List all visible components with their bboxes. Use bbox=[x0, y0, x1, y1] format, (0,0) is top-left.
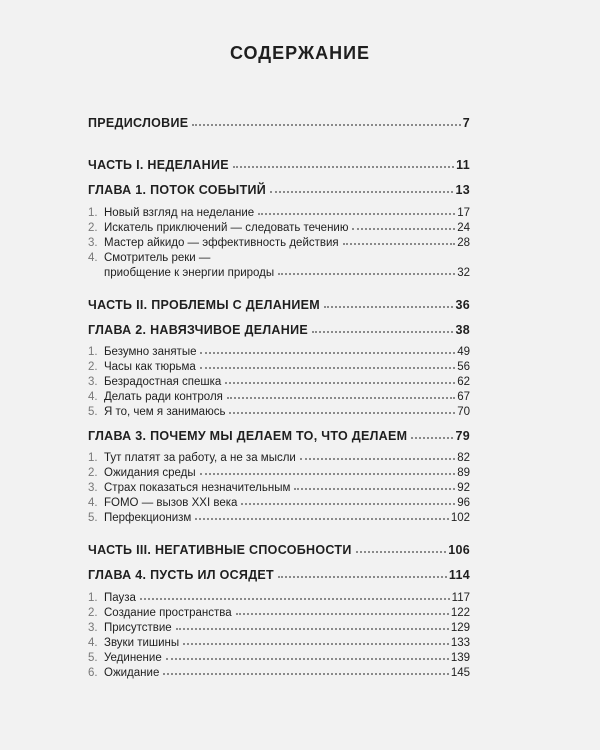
toc-page-number: 56 bbox=[457, 361, 470, 373]
dot-leader bbox=[258, 213, 455, 215]
toc-page-number: 122 bbox=[450, 607, 470, 619]
toc-entry bbox=[88, 346, 470, 358]
toc-page-number: 49 bbox=[457, 346, 470, 358]
dot-leader bbox=[225, 382, 455, 384]
dot-leader bbox=[343, 243, 456, 245]
toc-entry-title: Смотритель реки — bbox=[104, 252, 211, 264]
toc-entry bbox=[88, 637, 470, 649]
toc-entry bbox=[88, 497, 470, 509]
toc-heading bbox=[88, 323, 470, 337]
toc-entry bbox=[88, 222, 470, 234]
dot-leader bbox=[411, 437, 453, 439]
toc-entry-title: Перфекционизм bbox=[104, 512, 192, 524]
toc-page-number: 36 bbox=[455, 298, 470, 312]
toc-heading bbox=[88, 158, 470, 172]
toc-page-number: 129 bbox=[450, 622, 470, 634]
toc-entry bbox=[88, 376, 470, 388]
toc-entry bbox=[88, 512, 470, 524]
toc-entry bbox=[88, 237, 470, 249]
toc-entry-number: 3. bbox=[88, 237, 98, 249]
toc-entry-number: 4. bbox=[88, 391, 98, 403]
dot-leader bbox=[352, 228, 455, 230]
toc-entry-title: Безрадостная спешка bbox=[104, 376, 222, 388]
dot-leader bbox=[227, 397, 455, 399]
toc-heading bbox=[88, 568, 470, 582]
toc-page-number: 32 bbox=[457, 267, 470, 279]
toc-entry bbox=[88, 667, 470, 679]
toc-entry-number: 1. bbox=[88, 346, 98, 358]
dot-leader bbox=[278, 273, 455, 275]
toc-entry-title: Уединение bbox=[104, 652, 162, 664]
dot-leader bbox=[200, 352, 455, 354]
toc-entry-number: 2. bbox=[88, 467, 98, 479]
dot-leader bbox=[195, 518, 449, 520]
dot-leader bbox=[183, 643, 449, 645]
toc-page-number: 38 bbox=[455, 323, 470, 337]
dot-leader bbox=[163, 673, 448, 675]
toc-entry-title: Делать ради контроля bbox=[104, 391, 223, 403]
toc-heading bbox=[88, 116, 470, 130]
toc-heading bbox=[88, 543, 470, 557]
dot-leader bbox=[236, 613, 449, 615]
toc-entry-number: 3. bbox=[88, 622, 98, 634]
toc-entry-title: Создание пространства bbox=[104, 607, 232, 619]
toc-entry-title: ГЛАВА 3. ПОЧЕМУ МЫ ДЕЛАЕМ ТО, ЧТО ДЕЛАЕМ bbox=[88, 429, 408, 443]
toc-entry-title: ГЛАВА 4. ПУСТЬ ИЛ ОСЯДЕТ bbox=[88, 568, 274, 582]
toc-entry-title: Тут платят за работу, а не за мысли bbox=[104, 452, 296, 464]
toc-page-number: 7 bbox=[462, 116, 470, 130]
toc-entry-number: 2. bbox=[88, 361, 98, 373]
toc-entry-title: Пауза bbox=[104, 592, 136, 604]
toc-entry bbox=[88, 452, 470, 464]
toc-entry bbox=[88, 652, 470, 664]
toc-page-number: 62 bbox=[457, 376, 470, 388]
toc-entry bbox=[88, 622, 470, 634]
toc-entry bbox=[88, 467, 470, 479]
toc-entry-number: 3. bbox=[88, 376, 98, 388]
dot-leader bbox=[200, 367, 455, 369]
toc-entry-title: Искатель приключений — следовать течению bbox=[104, 222, 349, 234]
toc-entry-number: 3. bbox=[88, 482, 98, 494]
toc-heading bbox=[88, 429, 470, 443]
toc-entry bbox=[88, 252, 470, 264]
toc-entry-number: 5. bbox=[88, 406, 98, 418]
toc-entry-title: Ожидания среды bbox=[104, 467, 196, 479]
dot-leader bbox=[166, 658, 449, 660]
toc-page-number: 106 bbox=[448, 543, 470, 557]
toc-entry-number: 5. bbox=[88, 652, 98, 664]
toc-page-number: 28 bbox=[457, 237, 470, 249]
toc-entry-number: 1. bbox=[88, 452, 98, 464]
toc-entry-number: 2. bbox=[88, 607, 98, 619]
dot-leader bbox=[356, 551, 447, 553]
dot-leader bbox=[278, 576, 447, 578]
dot-leader bbox=[200, 473, 456, 475]
toc-entry-number: 4. bbox=[88, 252, 98, 264]
toc-entry-title: FOMO — вызов XXI века bbox=[104, 497, 238, 509]
toc-entry bbox=[88, 592, 470, 604]
toc-entry-number: 2. bbox=[88, 222, 98, 234]
toc-page-number: 117 bbox=[451, 592, 470, 604]
toc-entry-title: ЧАСТЬ III. НЕГАТИВНЫЕ СПОСОБНОСТИ bbox=[88, 543, 352, 557]
toc-entry bbox=[88, 391, 470, 403]
toc-page-number: 133 bbox=[450, 637, 470, 649]
toc-page-number: 96 bbox=[457, 497, 470, 509]
toc-entry bbox=[88, 482, 470, 494]
dot-leader bbox=[140, 598, 450, 600]
toc-page-number: 89 bbox=[457, 467, 470, 479]
toc-entry bbox=[88, 406, 470, 418]
toc-page-number: 67 bbox=[457, 391, 470, 403]
dot-leader bbox=[300, 458, 455, 460]
toc-entry bbox=[88, 607, 470, 619]
toc-entry-number: 6. bbox=[88, 667, 98, 679]
toc-entry-title: Я то, чем я занимаюсь bbox=[104, 406, 226, 418]
toc-heading bbox=[88, 183, 470, 197]
dot-leader bbox=[312, 331, 453, 333]
dot-leader bbox=[241, 503, 455, 505]
toc-entry-title: Новый взгляд на неделание bbox=[104, 207, 255, 219]
toc-entry-title: ГЛАВА 1. ПОТОК СОБЫТИЙ bbox=[88, 183, 267, 197]
toc-entry-title: Звуки тишины bbox=[104, 637, 180, 649]
toc-page-number: 24 bbox=[457, 222, 470, 234]
toc-page-number: 102 bbox=[450, 512, 470, 524]
toc-page-number: 17 bbox=[457, 207, 470, 219]
toc-entry-number: 4. bbox=[88, 497, 98, 509]
page-title: СОДЕРЖАНИЕ bbox=[229, 43, 371, 63]
dot-leader bbox=[176, 628, 449, 630]
toc-entry-title: ЧАСТЬ II. ПРОБЛЕМЫ С ДЕЛАНИЕМ bbox=[88, 298, 320, 312]
toc-entry bbox=[88, 207, 470, 219]
dot-leader bbox=[233, 166, 454, 168]
toc-page-number: 13 bbox=[455, 183, 470, 197]
toc-entry-title: ГЛАВА 2. НАВЯЗЧИВОЕ ДЕЛАНИЕ bbox=[88, 323, 308, 337]
dot-leader bbox=[324, 306, 453, 308]
toc-entry-continuation bbox=[88, 267, 470, 279]
toc-page-number: 92 bbox=[457, 482, 470, 494]
toc-page-number: 139 bbox=[450, 652, 470, 664]
dot-leader bbox=[270, 191, 453, 193]
toc-entry-title: приобщение к энергии природы bbox=[104, 267, 275, 279]
toc-entry-title: Присутствие bbox=[104, 622, 172, 634]
toc-entry-title: ЧАСТЬ I. НЕДЕЛАНИЕ bbox=[88, 158, 229, 172]
toc-page-number: 145 bbox=[450, 667, 470, 679]
dot-leader bbox=[229, 412, 455, 414]
toc-entry-title: ПРЕДИСЛОВИЕ bbox=[88, 116, 189, 130]
toc-entry-title: Страх показаться незначительным bbox=[104, 482, 291, 494]
toc-page-number: 82 bbox=[457, 452, 470, 464]
toc-page-number: 79 bbox=[455, 429, 470, 443]
toc-entry-number: 5. bbox=[88, 512, 98, 524]
toc-entry-number: 4. bbox=[88, 637, 98, 649]
toc-entry-number: 1. bbox=[88, 592, 98, 604]
toc-heading bbox=[88, 298, 470, 312]
toc-entry bbox=[88, 361, 470, 373]
toc-entry-title: Ожидание bbox=[104, 667, 160, 679]
toc-entry-number: 1. bbox=[88, 207, 98, 219]
dot-leader bbox=[192, 124, 460, 126]
dot-leader bbox=[294, 488, 455, 490]
toc-entry-title: Безумно занятые bbox=[104, 346, 197, 358]
toc-page-number: 114 bbox=[448, 568, 470, 582]
toc-page-number: 11 bbox=[456, 158, 470, 172]
toc-page-number: 70 bbox=[457, 406, 470, 418]
toc-entry-title: Часы как тюрьма bbox=[104, 361, 196, 373]
toc-entry-title: Мастер айкидо — эффективность действия bbox=[104, 237, 339, 249]
